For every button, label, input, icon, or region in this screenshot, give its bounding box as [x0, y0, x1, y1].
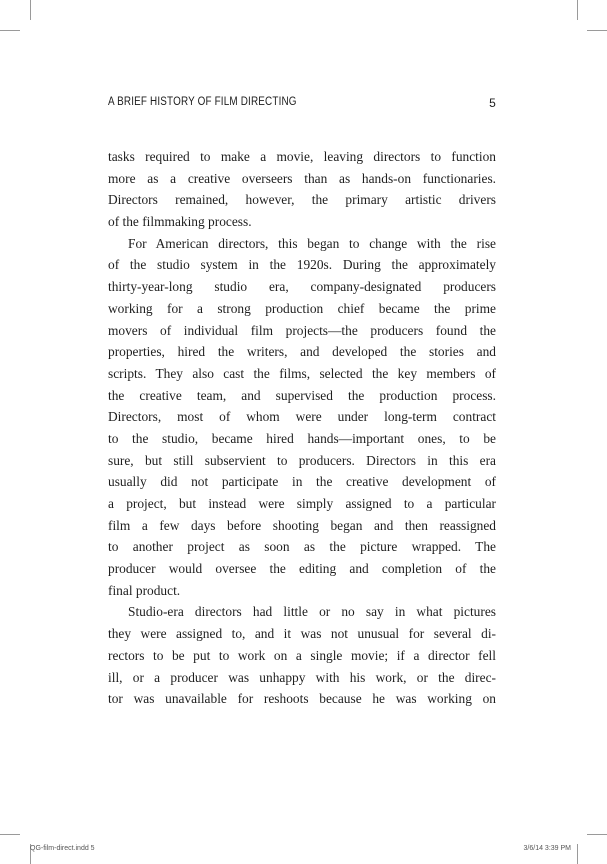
text-line: working for a strong production chief became the prime — [108, 300, 496, 316]
body-text — [108, 146, 496, 710]
running-head-title: A BRIEF HISTORY OF FILM DIRECTING — [108, 96, 297, 108]
crop-mark-top-right — [577, 0, 578, 20]
text-line: a project, but instead were simply assigned to a particular — [108, 496, 496, 511]
crop-mark-bottom-right — [577, 844, 578, 864]
text-line: usually did not participate in the creative development of — [108, 474, 496, 490]
text-line: sure, but still subservient to producers. Directors in this era — [108, 452, 496, 468]
text-line: they were assigned to, and it was not unusual for several di- — [108, 626, 496, 642]
text-line: more as a creative overseers than as hands-on functionaries. — [108, 170, 496, 186]
crop-mark-top-right-h — [587, 30, 607, 31]
crop-mark-bottom-left-h — [0, 834, 20, 835]
crop-mark-bottom-right-h — [587, 834, 607, 835]
text-line: producer would oversee the editing and completion of the — [108, 561, 496, 577]
text-line: Studio-era directors had little or no say in what pictures — [128, 604, 496, 620]
text-line: rectors to be put to work on a single movie; if a director fell — [108, 647, 496, 663]
text-line: Directors remained, however, the primary artistic drivers — [108, 192, 496, 208]
crop-mark-top-left — [30, 0, 31, 20]
file-slug: QG-film-direct.indd 5 — [30, 845, 95, 852]
text-line: the creative team, and supervised the production process. — [108, 387, 496, 403]
text-line: movers of individual film projects—the producers found the — [108, 322, 496, 338]
text-line: properties, hired the writers, and developed the stories and — [108, 344, 496, 360]
text-line: tor was unavailable for reshoots because he was working on — [108, 691, 496, 707]
text-line: For American directors, this began to change with the rise — [128, 235, 496, 251]
text-line: to the studio, became hired hands—important ones, to be — [108, 430, 496, 446]
text-line: final product. — [108, 582, 181, 598]
text-line: thirty-year-long studio era, company-designated producers — [108, 279, 496, 295]
text-line: tasks required to make a movie, leaving directors to function — [108, 149, 496, 164]
text-line: scripts. They also cast the films, selected the key members of — [108, 365, 496, 381]
text-line: of the studio system in the 1920s. During the approximately — [108, 257, 496, 273]
text-line: of the filmmaking process. — [108, 214, 252, 230]
page-number: 5 — [489, 96, 496, 110]
running-head — [108, 96, 496, 116]
text-line: film a few days before shooting began and then reassigned — [108, 517, 496, 533]
text-line: ill, or a producer was unhappy with his work, or the direc- — [108, 669, 496, 685]
text-line: to another project as soon as the picture wrapped. The — [108, 539, 496, 555]
crop-mark-top-left-h — [0, 30, 20, 31]
date-slug: 3/6/14 3:39 PM — [523, 845, 571, 852]
text-line: Directors, most of whom were under long-term contract — [108, 409, 496, 425]
